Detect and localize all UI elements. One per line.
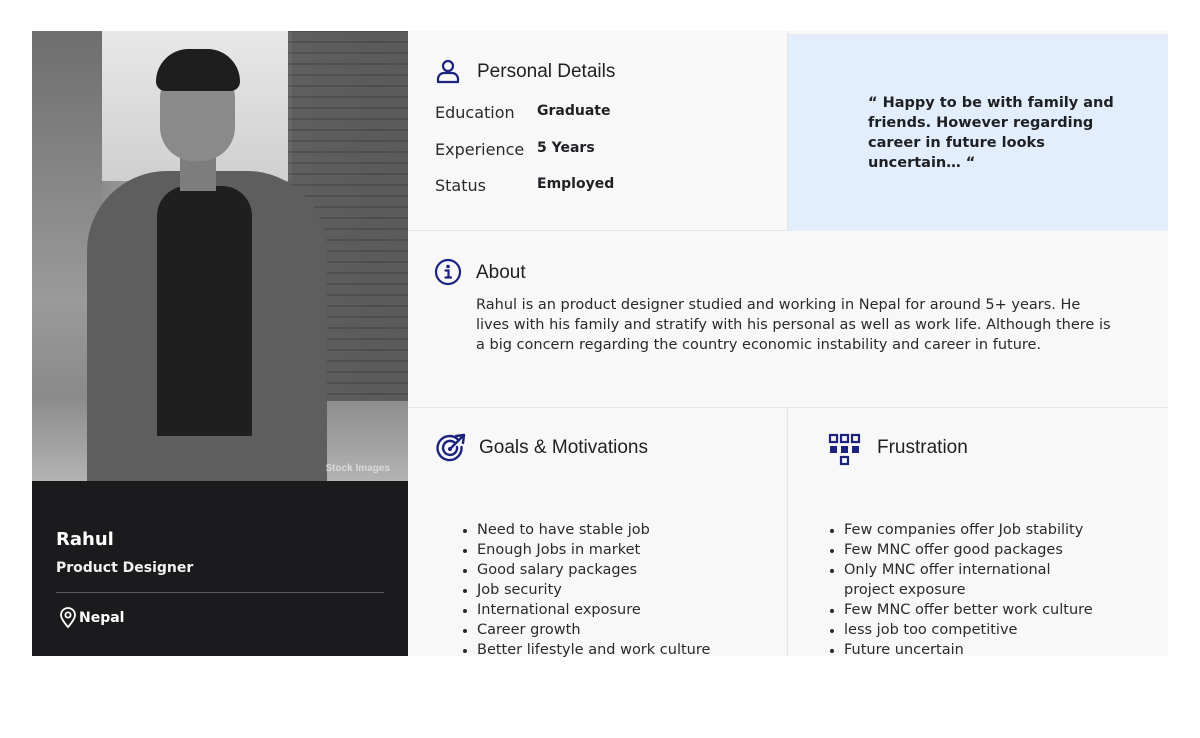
- list-item: Need to have stable job: [463, 520, 710, 540]
- list-item: Few MNC offer better work culture: [830, 600, 1130, 620]
- status-label: Status: [435, 176, 486, 195]
- divider: [56, 592, 384, 593]
- list-item: Better lifestyle and work culture: [463, 640, 710, 660]
- about-title: About: [476, 262, 526, 283]
- list-item: International exposure: [463, 600, 710, 620]
- persona-card: [32, 31, 1168, 656]
- persona-name: Rahul: [56, 529, 114, 550]
- info-icon: [434, 258, 462, 286]
- persona-role: Product Designer: [56, 560, 194, 576]
- goals-panel: [408, 408, 788, 656]
- goals-title: Goals & Motivations: [479, 437, 648, 458]
- persona-quote: “ Happy to be with family and friends. However regarding career in future looks uncertain… “: [868, 95, 1114, 171]
- list-item: Career growth: [463, 620, 710, 640]
- about-panel: [408, 231, 1168, 408]
- list-item: Only MNC offer international project exposure: [830, 560, 1070, 600]
- experience-label: Experience: [435, 140, 525, 159]
- list-item: less job too competitive: [830, 620, 1130, 640]
- experience-value: 5 Years: [537, 140, 595, 156]
- list-item: Good salary packages: [463, 560, 710, 580]
- profile-photo: [32, 31, 408, 481]
- personal-details-title: Personal Details: [477, 61, 616, 82]
- grid-blocks-icon: [828, 433, 861, 466]
- frustration-title: Frustration: [877, 437, 968, 458]
- list-item: Enough Jobs in market: [463, 540, 710, 560]
- education-label: Education: [435, 103, 515, 122]
- list-item: Few companies offer Job stability: [830, 520, 1130, 540]
- person-icon: [435, 58, 461, 84]
- education-value: Graduate: [537, 103, 611, 119]
- target-arrow-icon: [436, 432, 468, 464]
- personal-details-panel: [408, 31, 788, 231]
- quote-panel: [788, 35, 1168, 231]
- persona-location: Nepal: [79, 610, 125, 626]
- goals-list: [463, 520, 710, 660]
- about-text: Rahul is an product designer studied and working in Nepal for around 5+ years. He lives with his family and stratify with his personal as well as work life. Although there is a big concern regarding the country economic instability and career in future.: [476, 297, 1111, 353]
- frustration-panel: [788, 408, 1168, 656]
- list-item: Job security: [463, 580, 710, 600]
- status-value: Employed: [537, 176, 615, 192]
- list-item: Future uncertain: [830, 640, 1130, 660]
- list-item: Few MNC offer good packages: [830, 540, 1130, 560]
- photo-watermark: Stock Images: [325, 463, 390, 474]
- map-pin-icon: [58, 607, 78, 629]
- frustration-list: [830, 520, 1130, 660]
- profile-summary: [32, 481, 408, 656]
